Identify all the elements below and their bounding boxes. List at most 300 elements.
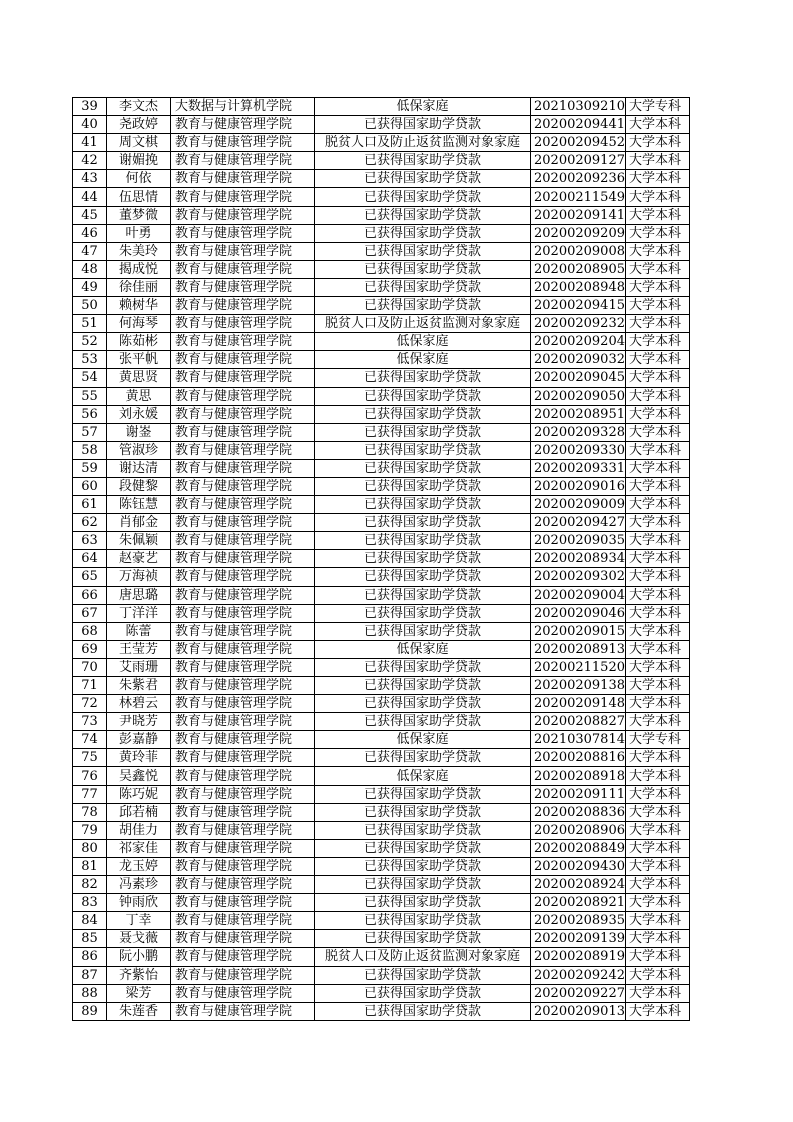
row-number: 46	[73, 224, 107, 242]
college-name: 大数据与计算机学院	[171, 98, 315, 116]
table-row	[73, 98, 690, 116]
education-level: 大学本科	[625, 459, 689, 477]
college-name: 教育与健康管理学院	[171, 278, 315, 296]
student-name: 段健黎	[107, 477, 171, 495]
aid-category: 已获得国家助学贷款	[315, 622, 531, 640]
aid-category: 已获得国家助学贷款	[315, 550, 531, 568]
aid-category: 已获得国家助学贷款	[315, 677, 531, 695]
student-id: 20200209009	[531, 496, 626, 514]
table-body	[73, 98, 690, 1021]
education-level: 大学本科	[625, 948, 689, 966]
student-id: 20200208827	[531, 713, 626, 731]
college-name: 教育与健康管理学院	[171, 586, 315, 604]
aid-category: 已获得国家助学贷款	[315, 658, 531, 676]
college-name: 教育与健康管理学院	[171, 839, 315, 857]
student-name: 聂戈薇	[107, 930, 171, 948]
college-name: 教育与健康管理学院	[171, 930, 315, 948]
aid-category: 已获得国家助学贷款	[315, 297, 531, 315]
aid-category: 已获得国家助学贷款	[315, 477, 531, 495]
student-id: 20200209232	[531, 315, 626, 333]
table-row	[73, 948, 690, 966]
row-number: 58	[73, 441, 107, 459]
college-name: 教育与健康管理学院	[171, 459, 315, 477]
college-name: 教育与健康管理学院	[171, 857, 315, 875]
aid-category: 已获得国家助学贷款	[315, 713, 531, 731]
row-number: 80	[73, 839, 107, 857]
row-number: 47	[73, 242, 107, 260]
row-number: 72	[73, 695, 107, 713]
aid-category: 已获得国家助学贷款	[315, 188, 531, 206]
education-level: 大学本科	[625, 767, 689, 785]
table-row	[73, 821, 690, 839]
college-name: 教育与健康管理学院	[171, 568, 315, 586]
student-name: 何海琴	[107, 315, 171, 333]
education-level: 大学本科	[625, 387, 689, 405]
aid-category: 已获得国家助学贷款	[315, 839, 531, 857]
student-id: 20200209016	[531, 477, 626, 495]
education-level: 大学本科	[625, 821, 689, 839]
student-name: 朱莲香	[107, 1002, 171, 1020]
table-row	[73, 930, 690, 948]
aid-category: 低保家庭	[315, 351, 531, 369]
student-name: 揭成悦	[107, 260, 171, 278]
aid-category: 脱贫人口及防止返贫监测对象家庭	[315, 315, 531, 333]
row-number: 86	[73, 948, 107, 966]
aid-category: 已获得国家助学贷款	[315, 857, 531, 875]
student-id: 20200209427	[531, 514, 626, 532]
education-level: 大学本科	[625, 278, 689, 296]
college-name: 教育与健康管理学院	[171, 260, 315, 278]
table-row	[73, 260, 690, 278]
row-number: 42	[73, 152, 107, 170]
student-id: 20200209452	[531, 134, 626, 152]
education-level: 大学本科	[625, 477, 689, 495]
student-name: 吴鑫悦	[107, 767, 171, 785]
student-aid-table	[72, 97, 690, 1021]
college-name: 教育与健康管理学院	[171, 821, 315, 839]
student-name: 管淑珍	[107, 441, 171, 459]
row-number: 77	[73, 785, 107, 803]
college-name: 教育与健康管理学院	[171, 369, 315, 387]
college-name: 教育与健康管理学院	[171, 984, 315, 1002]
student-id: 20200208906	[531, 821, 626, 839]
table-row	[73, 839, 690, 857]
row-number: 66	[73, 586, 107, 604]
college-name: 教育与健康管理学院	[171, 640, 315, 658]
aid-category: 已获得国家助学贷款	[315, 785, 531, 803]
row-number: 88	[73, 984, 107, 1002]
student-name: 陈蕾	[107, 622, 171, 640]
aid-category: 低保家庭	[315, 98, 531, 116]
education-level: 大学本科	[625, 333, 689, 351]
college-name: 教育与健康管理学院	[171, 713, 315, 731]
aid-category: 已获得国家助学贷款	[315, 423, 531, 441]
college-name: 教育与健康管理学院	[171, 351, 315, 369]
row-number: 84	[73, 912, 107, 930]
college-name: 教育与健康管理学院	[171, 912, 315, 930]
student-id: 20200208935	[531, 912, 626, 930]
table-row	[73, 423, 690, 441]
student-name: 朱佩颖	[107, 532, 171, 550]
student-id: 20200209004	[531, 586, 626, 604]
row-number: 56	[73, 405, 107, 423]
education-level: 大学本科	[625, 876, 689, 894]
row-number: 60	[73, 477, 107, 495]
student-name: 尹晓芳	[107, 713, 171, 731]
student-id: 20200209045	[531, 369, 626, 387]
table-row	[73, 477, 690, 495]
row-number: 83	[73, 894, 107, 912]
table-row	[73, 441, 690, 459]
aid-category: 已获得国家助学贷款	[315, 514, 531, 532]
student-name: 丁洋洋	[107, 604, 171, 622]
education-level: 大学本科	[625, 749, 689, 767]
student-name: 阮小鹏	[107, 948, 171, 966]
row-number: 82	[73, 876, 107, 894]
student-name: 胡佳力	[107, 821, 171, 839]
row-number: 39	[73, 98, 107, 116]
college-name: 教育与健康管理学院	[171, 948, 315, 966]
table-row	[73, 297, 690, 315]
education-level: 大学本科	[625, 423, 689, 441]
table-row	[73, 405, 690, 423]
education-level: 大学本科	[625, 441, 689, 459]
education-level: 大学本科	[625, 116, 689, 134]
college-name: 教育与健康管理学院	[171, 441, 315, 459]
education-level: 大学本科	[625, 622, 689, 640]
college-name: 教育与健康管理学院	[171, 315, 315, 333]
table-row	[73, 876, 690, 894]
education-level: 大学本科	[625, 604, 689, 622]
row-number: 62	[73, 514, 107, 532]
college-name: 教育与健康管理学院	[171, 423, 315, 441]
aid-category: 已获得国家助学贷款	[315, 604, 531, 622]
row-number: 87	[73, 966, 107, 984]
education-level: 大学本科	[625, 640, 689, 658]
college-name: 教育与健康管理学院	[171, 188, 315, 206]
aid-category: 已获得国家助学贷款	[315, 278, 531, 296]
student-name: 丁幸	[107, 912, 171, 930]
education-level: 大学本科	[625, 586, 689, 604]
table-row	[73, 713, 690, 731]
education-level: 大学本科	[625, 152, 689, 170]
college-name: 教育与健康管理学院	[171, 297, 315, 315]
education-level: 大学本科	[625, 857, 689, 875]
student-name: 黄思贤	[107, 369, 171, 387]
student-id: 20200209204	[531, 333, 626, 351]
student-name: 黄玲菲	[107, 749, 171, 767]
aid-category: 已获得国家助学贷款	[315, 496, 531, 514]
student-name: 董梦微	[107, 206, 171, 224]
education-level: 大学本科	[625, 930, 689, 948]
student-id: 20210309210	[531, 98, 626, 116]
table-row	[73, 749, 690, 767]
student-name: 谢崟	[107, 423, 171, 441]
row-number: 41	[73, 134, 107, 152]
college-name: 教育与健康管理学院	[171, 1002, 315, 1020]
row-number: 52	[73, 333, 107, 351]
row-number: 57	[73, 423, 107, 441]
aid-category: 已获得国家助学贷款	[315, 242, 531, 260]
student-name: 叶勇	[107, 224, 171, 242]
aid-category: 已获得国家助学贷款	[315, 821, 531, 839]
student-name: 肖郁金	[107, 514, 171, 532]
row-number: 43	[73, 170, 107, 188]
table-row	[73, 785, 690, 803]
college-name: 教育与健康管理学院	[171, 785, 315, 803]
education-level: 大学专科	[625, 731, 689, 749]
aid-category: 已获得国家助学贷款	[315, 749, 531, 767]
aid-category: 低保家庭	[315, 333, 531, 351]
student-id: 20200209032	[531, 351, 626, 369]
education-level: 大学本科	[625, 894, 689, 912]
education-level: 大学本科	[625, 134, 689, 152]
college-name: 教育与健康管理学院	[171, 803, 315, 821]
student-id: 20200209302	[531, 568, 626, 586]
table-row	[73, 731, 690, 749]
student-id: 20200211520	[531, 658, 626, 676]
row-number: 55	[73, 387, 107, 405]
student-name: 何依	[107, 170, 171, 188]
education-level: 大学本科	[625, 550, 689, 568]
aid-category: 已获得国家助学贷款	[315, 894, 531, 912]
student-name: 唐思璐	[107, 586, 171, 604]
table-row	[73, 803, 690, 821]
student-name: 龙玉婷	[107, 857, 171, 875]
student-id: 20210307814	[531, 731, 626, 749]
education-level: 大学专科	[625, 98, 689, 116]
education-level: 大学本科	[625, 658, 689, 676]
row-number: 53	[73, 351, 107, 369]
aid-category: 低保家庭	[315, 640, 531, 658]
row-number: 76	[73, 767, 107, 785]
table-row	[73, 496, 690, 514]
table-row	[73, 966, 690, 984]
college-name: 教育与健康管理学院	[171, 731, 315, 749]
student-id: 20200209008	[531, 242, 626, 260]
row-number: 49	[73, 278, 107, 296]
student-name: 王莹芳	[107, 640, 171, 658]
table-row	[73, 568, 690, 586]
row-number: 71	[73, 677, 107, 695]
college-name: 教育与健康管理学院	[171, 604, 315, 622]
education-level: 大学本科	[625, 224, 689, 242]
education-level: 大学本科	[625, 785, 689, 803]
education-level: 大学本科	[625, 514, 689, 532]
student-name: 黄思	[107, 387, 171, 405]
education-level: 大学本科	[625, 1002, 689, 1020]
table-row	[73, 550, 690, 568]
student-name: 谢媚挽	[107, 152, 171, 170]
student-name: 梁芳	[107, 984, 171, 1002]
table-row	[73, 894, 690, 912]
row-number: 65	[73, 568, 107, 586]
table-row	[73, 658, 690, 676]
student-id: 20200208934	[531, 550, 626, 568]
table-row	[73, 912, 690, 930]
aid-category: 已获得国家助学贷款	[315, 387, 531, 405]
row-number: 79	[73, 821, 107, 839]
student-id: 20200209050	[531, 387, 626, 405]
row-number: 61	[73, 496, 107, 514]
aid-category: 已获得国家助学贷款	[315, 369, 531, 387]
aid-category: 已获得国家助学贷款	[315, 912, 531, 930]
education-level: 大学本科	[625, 568, 689, 586]
aid-category: 已获得国家助学贷款	[315, 260, 531, 278]
aid-category: 已获得国家助学贷款	[315, 224, 531, 242]
education-level: 大学本科	[625, 351, 689, 369]
table-row	[73, 640, 690, 658]
college-name: 教育与健康管理学院	[171, 477, 315, 495]
education-level: 大学本科	[625, 912, 689, 930]
student-name: 李文杰	[107, 98, 171, 116]
college-name: 教育与健康管理学院	[171, 242, 315, 260]
table-row	[73, 459, 690, 477]
aid-category: 已获得国家助学贷款	[315, 206, 531, 224]
table-row	[73, 152, 690, 170]
aid-category: 已获得国家助学贷款	[315, 586, 531, 604]
aid-category: 已获得国家助学贷款	[315, 930, 531, 948]
student-id: 20200209415	[531, 297, 626, 315]
row-number: 73	[73, 713, 107, 731]
student-id: 20200209242	[531, 966, 626, 984]
aid-category: 脱贫人口及防止返贫监测对象家庭	[315, 948, 531, 966]
college-name: 教育与健康管理学院	[171, 622, 315, 640]
student-id: 20200209141	[531, 206, 626, 224]
row-number: 69	[73, 640, 107, 658]
table-row	[73, 532, 690, 550]
college-name: 教育与健康管理学院	[171, 966, 315, 984]
education-level: 大学本科	[625, 532, 689, 550]
education-level: 大学本科	[625, 405, 689, 423]
row-number: 44	[73, 188, 107, 206]
aid-category: 已获得国家助学贷款	[315, 984, 531, 1002]
table-row	[73, 351, 690, 369]
table-row	[73, 984, 690, 1002]
student-name: 张平帆	[107, 351, 171, 369]
education-level: 大学本科	[625, 242, 689, 260]
student-id: 20200209209	[531, 224, 626, 242]
student-name: 祁家佳	[107, 839, 171, 857]
table-row	[73, 333, 690, 351]
education-level: 大学本科	[625, 984, 689, 1002]
table-row	[73, 224, 690, 242]
row-number: 63	[73, 532, 107, 550]
education-level: 大学本科	[625, 803, 689, 821]
table-row	[73, 134, 690, 152]
row-number: 75	[73, 749, 107, 767]
student-id: 20200209330	[531, 441, 626, 459]
student-name: 赵豪艺	[107, 550, 171, 568]
college-name: 教育与健康管理学院	[171, 387, 315, 405]
college-name: 教育与健康管理学院	[171, 170, 315, 188]
student-id: 20200208836	[531, 803, 626, 821]
college-name: 教育与健康管理学院	[171, 876, 315, 894]
student-id: 20200209430	[531, 857, 626, 875]
aid-category: 已获得国家助学贷款	[315, 803, 531, 821]
row-number: 78	[73, 803, 107, 821]
student-id: 20200209013	[531, 1002, 626, 1020]
table-row	[73, 369, 690, 387]
education-level: 大学本科	[625, 496, 689, 514]
college-name: 教育与健康管理学院	[171, 767, 315, 785]
table-row	[73, 622, 690, 640]
row-number: 40	[73, 116, 107, 134]
college-name: 教育与健康管理学院	[171, 333, 315, 351]
student-id: 20200208951	[531, 405, 626, 423]
table-row	[73, 387, 690, 405]
student-id: 20200209138	[531, 677, 626, 695]
student-name: 艾雨珊	[107, 658, 171, 676]
student-name: 刘永媛	[107, 405, 171, 423]
education-level: 大学本科	[625, 188, 689, 206]
row-number: 50	[73, 297, 107, 315]
student-name: 谢达清	[107, 459, 171, 477]
student-name: 钟雨欣	[107, 894, 171, 912]
student-name: 齐紫怡	[107, 966, 171, 984]
aid-category: 低保家庭	[315, 731, 531, 749]
student-name: 尧政婷	[107, 116, 171, 134]
college-name: 教育与健康管理学院	[171, 152, 315, 170]
education-level: 大学本科	[625, 713, 689, 731]
student-id: 20200209139	[531, 930, 626, 948]
table-row	[73, 188, 690, 206]
student-name: 陈钰慧	[107, 496, 171, 514]
table-row	[73, 514, 690, 532]
student-name: 伍思情	[107, 188, 171, 206]
table-row	[73, 1002, 690, 1020]
student-name: 陈茹彬	[107, 333, 171, 351]
college-name: 教育与健康管理学院	[171, 749, 315, 767]
education-level: 大学本科	[625, 297, 689, 315]
student-name: 朱紫君	[107, 677, 171, 695]
student-id: 20200208849	[531, 839, 626, 857]
student-id: 20200208948	[531, 278, 626, 296]
education-level: 大学本科	[625, 260, 689, 278]
student-id: 20200209227	[531, 984, 626, 1002]
table-row	[73, 206, 690, 224]
table-row	[73, 604, 690, 622]
aid-category: 已获得国家助学贷款	[315, 966, 531, 984]
student-id: 20200209148	[531, 695, 626, 713]
student-id: 20200208913	[531, 640, 626, 658]
table-row	[73, 242, 690, 260]
education-level: 大学本科	[625, 206, 689, 224]
aid-category: 已获得国家助学贷款	[315, 441, 531, 459]
row-number: 45	[73, 206, 107, 224]
aid-category: 已获得国家助学贷款	[315, 568, 531, 586]
aid-category: 已获得国家助学贷款	[315, 170, 531, 188]
student-id: 20200209046	[531, 604, 626, 622]
row-number: 81	[73, 857, 107, 875]
college-name: 教育与健康管理学院	[171, 894, 315, 912]
college-name: 教育与健康管理学院	[171, 206, 315, 224]
row-number: 54	[73, 369, 107, 387]
student-id: 20200208921	[531, 894, 626, 912]
table-row	[73, 278, 690, 296]
row-number: 48	[73, 260, 107, 278]
table-row	[73, 586, 690, 604]
row-number: 68	[73, 622, 107, 640]
student-id: 20200209236	[531, 170, 626, 188]
row-number: 64	[73, 550, 107, 568]
education-level: 大学本科	[625, 677, 689, 695]
student-id: 20200209328	[531, 423, 626, 441]
table-row	[73, 116, 690, 134]
college-name: 教育与健康管理学院	[171, 116, 315, 134]
aid-category: 已获得国家助学贷款	[315, 695, 531, 713]
student-name: 邱若楠	[107, 803, 171, 821]
